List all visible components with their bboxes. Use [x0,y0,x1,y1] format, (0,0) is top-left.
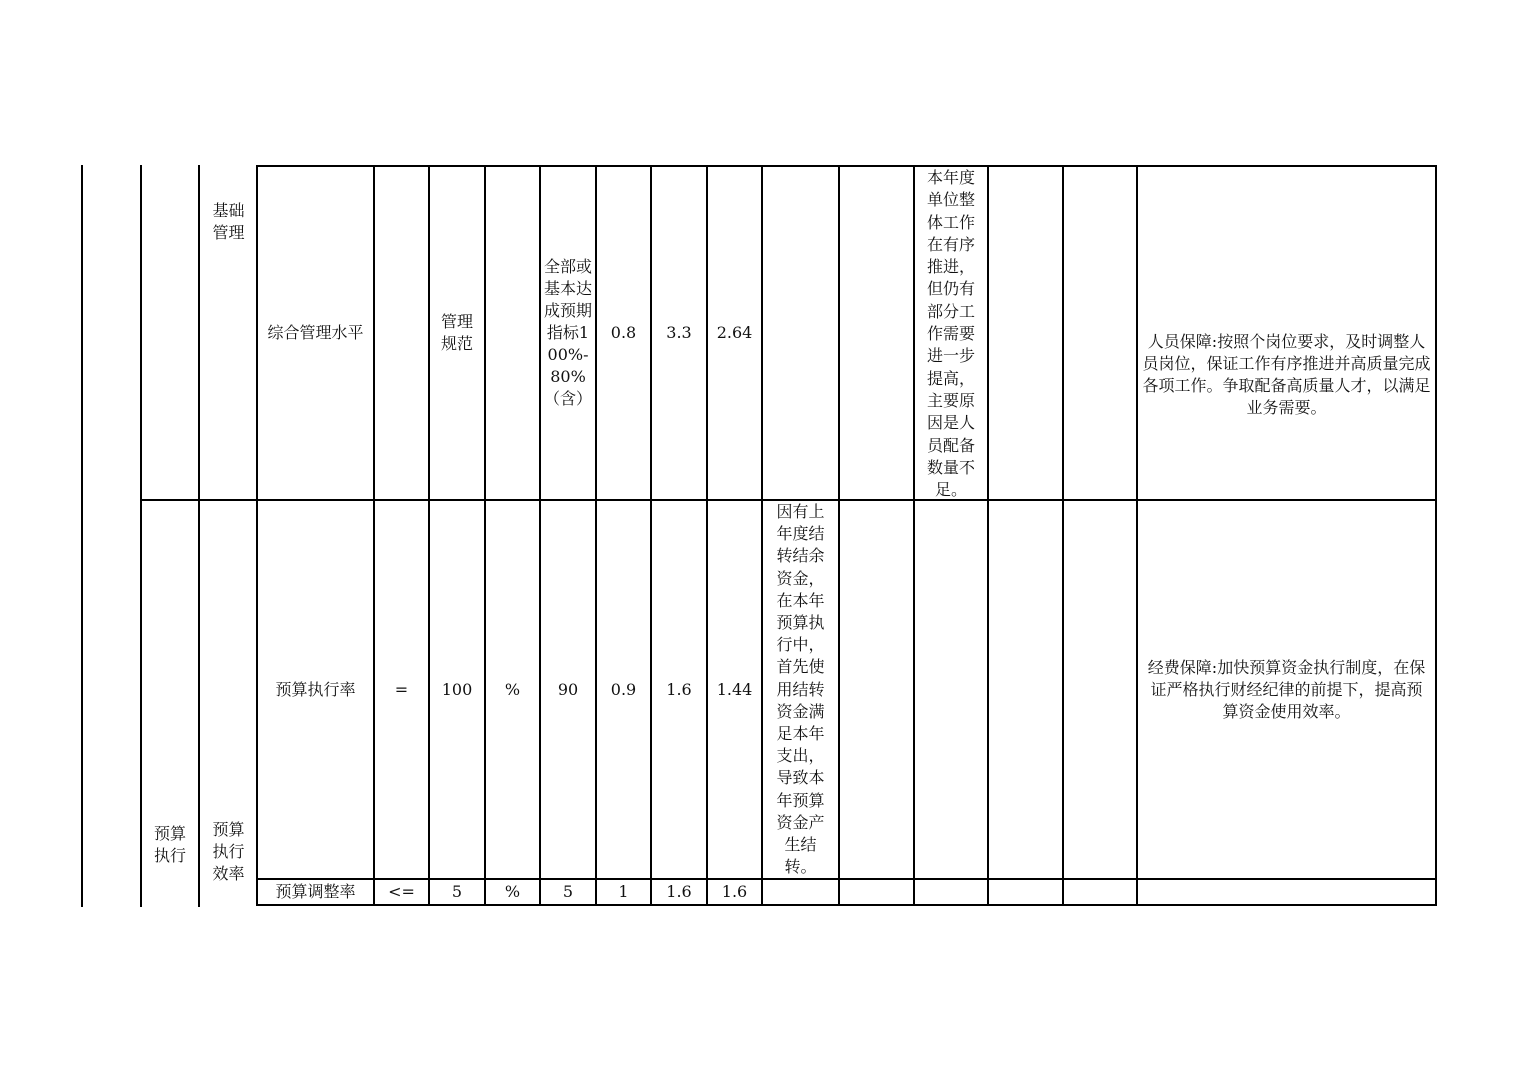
table-row-2-col-c [989,501,1062,878]
table-row-1-unit [486,167,539,499]
row3-score-text: 1.6 [721,882,748,901]
table-row-3-ratio [597,880,650,904]
row1-target-text: 管理规范 [440,312,473,353]
table-row-3-col-a [840,880,913,904]
row2-weight-text: 1.6 [666,679,692,699]
category-basic-management [200,200,257,260]
table-row-2-measures [1138,501,1435,878]
row3-target-text: 5 [451,882,463,901]
row2-ratio-text: 0.9 [610,679,637,699]
row2-measures-text: 经费保障:加快预算资金执行制度，在保证严格执行财经纪律的前提下，提高预算资金使用效率。 [1147,657,1426,721]
row2-score-text: 1.44 [716,679,753,699]
category-budget-efficiency [200,500,257,885]
table-row-3-target [430,880,484,904]
table-row-1-col-a [840,167,913,499]
table-row-3-col-c [989,880,1062,904]
table-row-2-col-a [840,501,913,878]
table-row-3-deviation [763,880,838,904]
row3-actual-text: 5 [562,882,574,901]
table-row-3-actual [541,880,595,904]
table-row-1-operator [375,167,428,499]
table-row-3-weight [652,880,706,904]
row2-target-text: 100 [441,679,473,699]
table-row-1-score [708,167,761,499]
table-row-3-col-d [1064,880,1136,904]
table-row-3-unit [486,880,539,904]
grid-col-line-14 [1435,165,1437,906]
row1-actual-text: 全部或基本达成预期指标100%-80%（含） [544,257,593,408]
row1-measures-text: 人员保障:按照个岗位要求，及时调整人员岗位，保证工作有序推进并高质量完成各项工作。争取配备高质量人才，以满足业务需要。 [1142,332,1431,417]
row1-ratio-text: 0.8 [610,323,637,342]
row3-operator-text: <= [388,882,415,901]
table-row-2-deviation [763,501,838,878]
table-row-1-deviation [763,167,838,499]
row1-indicator-text: 综合管理水平 [267,323,364,342]
category-basic-management-text: 基础管理 [212,201,245,242]
table-row-2-col-d [1064,501,1136,878]
row2-operator-text: = [394,679,409,699]
row3-weight-text: 1.6 [666,882,692,901]
left-border-line-1 [81,165,83,907]
table-row-2-actual [541,501,595,878]
table-row-2-indicator [258,501,373,878]
table-row-2-score [708,501,761,878]
category-budget-execution-text: 预算执行 [153,824,186,865]
table-row-1-measures [1138,167,1435,499]
row2-deviation-text: 因有上年度结转结余资金，在本年预算执行中，首先使用结转资金满足本年支出，导致本年预算资金产生结转。 [776,502,825,877]
table-row-3-measures [1138,880,1435,904]
table-row-1-ratio [597,167,650,499]
row2-indicator-text: 预算执行率 [275,679,356,699]
table-row-3-operator [375,880,428,904]
table-row-2-unit [486,501,539,878]
table-row-1-indicator [258,167,373,499]
table-row-1-col-d [1064,167,1136,499]
table-row-1-weight [652,167,706,499]
row2-unit-text: % [504,679,521,699]
table-row-3-col-b [915,880,987,904]
table-row-3-indicator [258,880,373,904]
row3-unit-text: % [504,882,521,901]
table-row-1-target [430,167,484,499]
category-budget-execution [142,500,198,875]
table-row-3-score [708,880,761,904]
row3-indicator-text: 预算调整率 [275,882,356,901]
table-row-1-col-b [915,167,987,499]
table-row-2-target [430,501,484,878]
row1-weight-text: 3.3 [666,323,692,342]
grid-bottom-line [257,904,1437,906]
table-row-2-weight [652,501,706,878]
category-budget-efficiency-text: 预算执行效率 [212,820,245,883]
table-row-1-col-c [989,167,1062,499]
table-row-1-actual [541,167,595,499]
table-row-2-col-b [915,501,987,878]
table-row-2-ratio [597,501,650,878]
row2-actual-text: 90 [557,679,579,699]
row1-col-b-text: 本年度单位整体工作在有序推进，但仍有部分工作需要进一步提高，主要原因是人员配备数量不足。 [926,168,975,499]
row1-score-text: 2.64 [716,323,753,342]
row3-ratio-text: 1 [618,882,629,901]
table-row-2-operator [375,501,428,878]
